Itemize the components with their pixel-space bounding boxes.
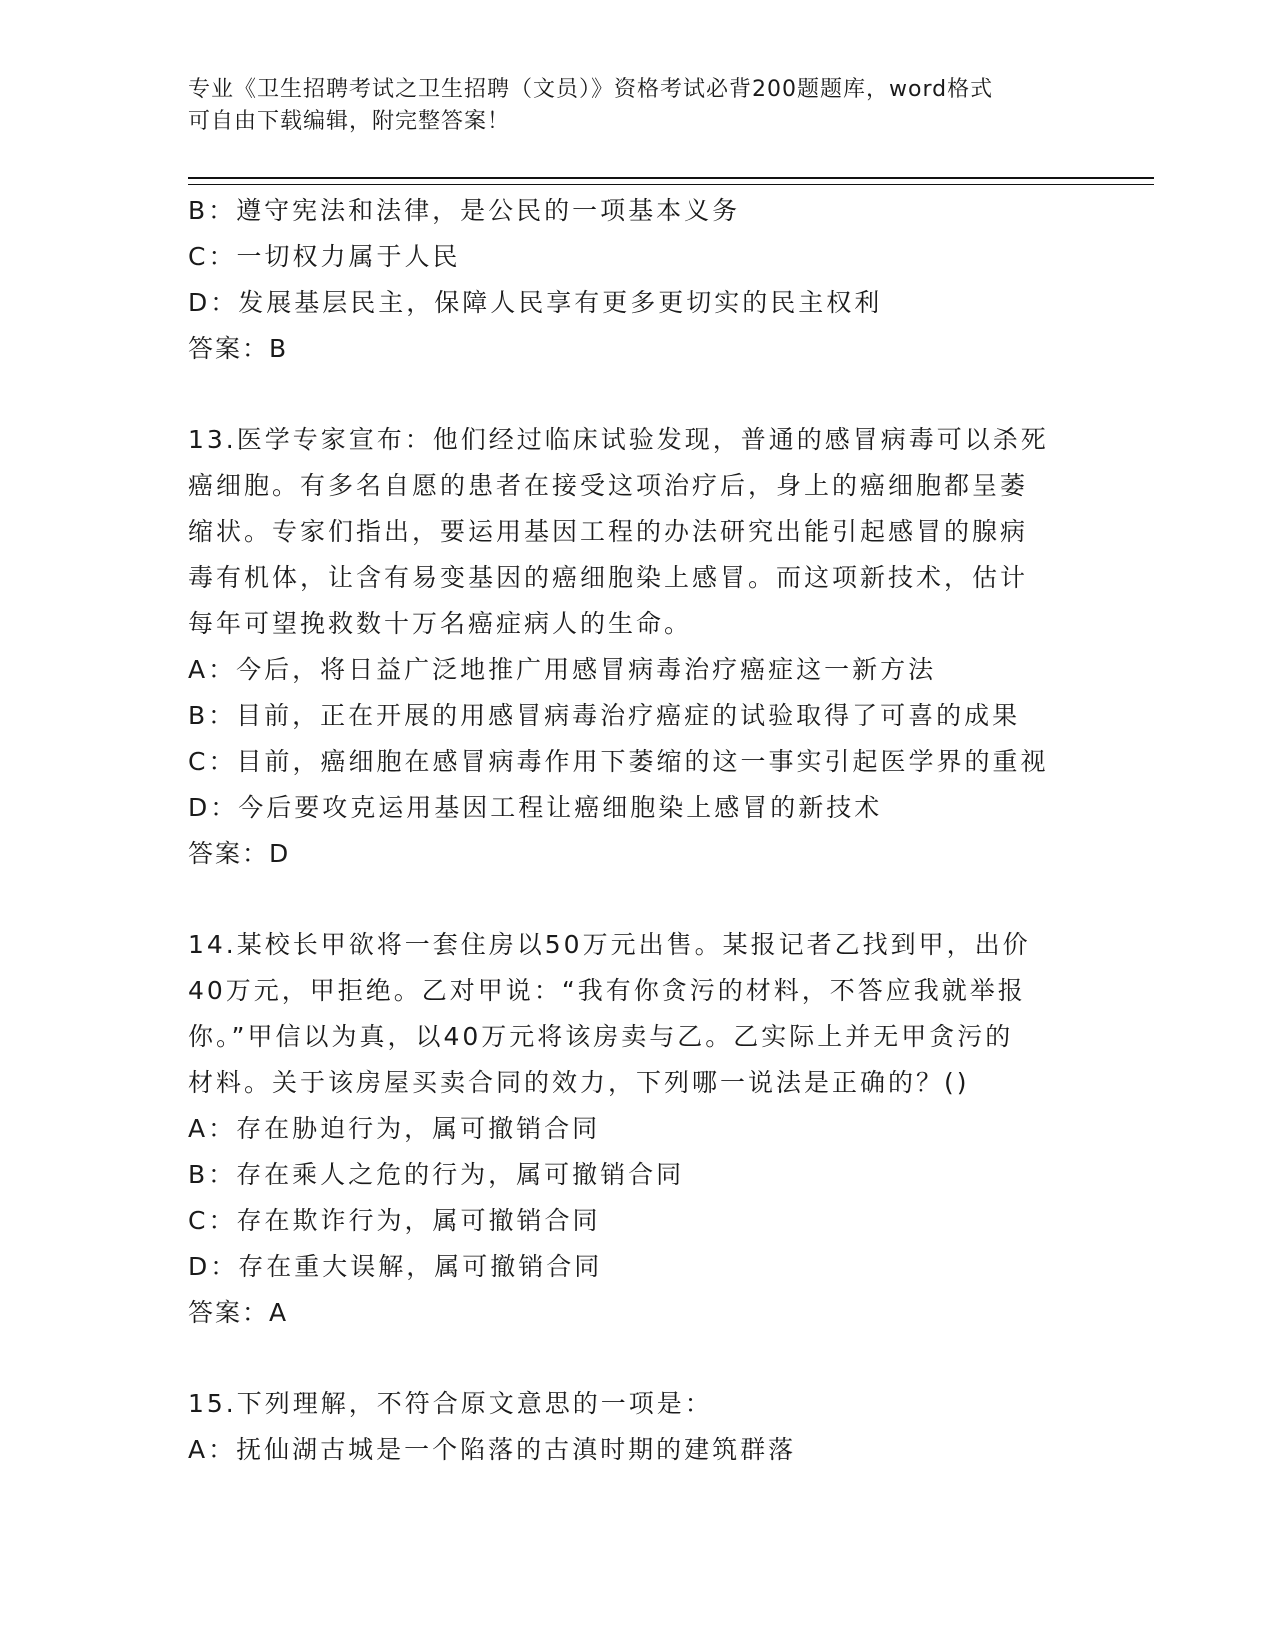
question-stem-line: 14.某校长甲欲将一套住房以50万元出售。某报记者乙找到甲，出价 bbox=[188, 930, 1031, 959]
spacer bbox=[188, 1336, 1088, 1381]
answer: 答案：B bbox=[188, 334, 289, 363]
header-line-1: 专业《卫生招聘考试之卫生招聘（文员）》资格考试必背200题题库，word格式 bbox=[188, 77, 994, 102]
header-line-2: 可自由下载编辑，附完整答案！ bbox=[188, 109, 511, 134]
answer: 答案：D bbox=[188, 839, 291, 868]
question-content bbox=[188, 188, 1088, 1473]
option-b: B：遵守宪法和法律，是公民的一项基本义务 bbox=[188, 196, 741, 225]
question-12-tail bbox=[188, 188, 1088, 372]
option-d: D：存在重大误解，属可撤销合同 bbox=[188, 1252, 603, 1281]
question-stem-line: 40万元，甲拒绝。乙对甲说：“我有你贪污的材料，不答应我就举报 bbox=[188, 976, 1026, 1005]
option-b: B：存在乘人之危的行为，属可撤销合同 bbox=[188, 1160, 685, 1189]
option-c: C：目前，癌细胞在感冒病毒作用下萎缩的这一事实引起医学界的重视 bbox=[188, 747, 1049, 776]
option-c: C：存在欺诈行为，属可撤销合同 bbox=[188, 1206, 601, 1235]
question-stem-line: 每年可望挽救数十万名癌症病人的生命。 bbox=[188, 609, 693, 638]
question-stem-line: 15.下列理解，不符合原文意思的一项是： bbox=[188, 1389, 713, 1418]
header-divider-thick bbox=[188, 177, 1154, 179]
option-d: D：发展基层民主，保障人民享有更多更切实的民主权利 bbox=[188, 288, 883, 317]
option-c: C：一切权力属于人民 bbox=[188, 242, 461, 271]
header-divider-thin bbox=[188, 184, 1154, 185]
option-a: A：抚仙湖古城是一个陷落的古滇时期的建筑群落 bbox=[188, 1435, 797, 1464]
question-stem-line: 13.医学专家宣布：他们经过临床试验发现，普通的感冒病毒可以杀死 bbox=[188, 425, 1049, 454]
question-stem-line: 毒有机体，让含有易变基因的癌细胞染上感冒。而这项新技术，估计 bbox=[188, 563, 1029, 592]
option-b: B：目前，正在开展的用感冒病毒治疗癌症的试验取得了可喜的成果 bbox=[188, 701, 1021, 730]
question-stem-line: 材料。关于该房屋买卖合同的效力，下列哪一说法是正确的？() bbox=[188, 1068, 970, 1097]
question-14 bbox=[188, 922, 1088, 1336]
document-header bbox=[188, 74, 1068, 138]
question-13 bbox=[188, 417, 1088, 877]
option-a: A：存在胁迫行为，属可撤销合同 bbox=[188, 1114, 601, 1143]
spacer bbox=[188, 372, 1088, 417]
question-15 bbox=[188, 1381, 1088, 1473]
question-stem-line: 缩状。专家们指出，要运用基因工程的办法研究出能引起感冒的腺病 bbox=[188, 517, 1029, 546]
spacer bbox=[188, 877, 1088, 922]
question-stem-line: 癌细胞。有多名自愿的患者在接受这项治疗后，身上的癌细胞都呈萎 bbox=[188, 471, 1029, 500]
answer: 答案：A bbox=[188, 1298, 289, 1327]
option-d: D：今后要攻克运用基因工程让癌细胞染上感冒的新技术 bbox=[188, 793, 883, 822]
option-a: A：今后，将日益广泛地推广用感冒病毒治疗癌症这一新方法 bbox=[188, 655, 937, 684]
question-stem-line: 你。”甲信以为真，以40万元将该房卖与乙。乙实际上并无甲贪污的 bbox=[188, 1022, 1014, 1051]
